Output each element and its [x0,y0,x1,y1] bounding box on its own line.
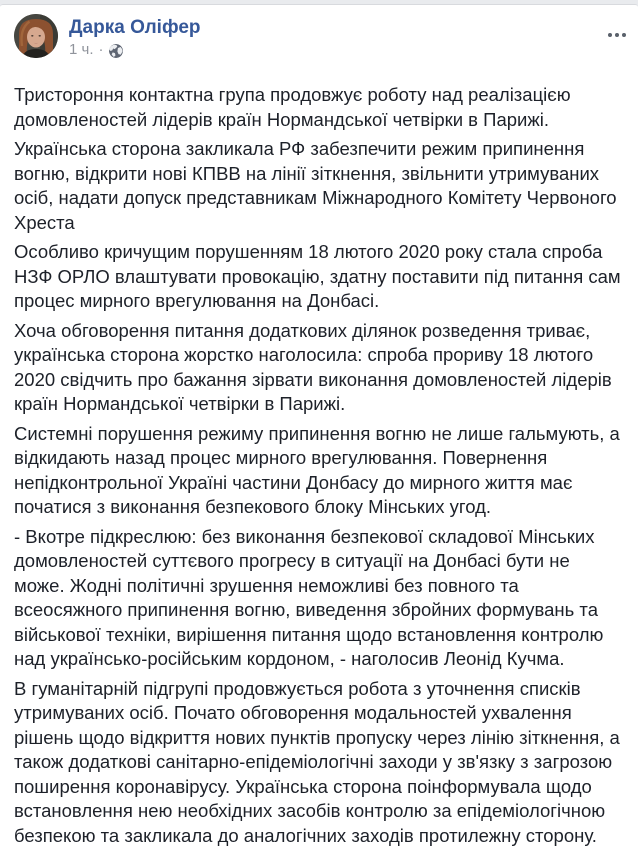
post-paragraph: Хоча обговорення питання додаткових ділянок розведення триває, українська сторона жорстко наголосила: спроба прориву 18 лютого 2020 свідчить про бажання зірвати виконання домовленостей лідерів країн Нормандської четвірки в Парижі. [14,319,612,414]
post-paragraph: Особливо кричущим порушенням 18 лютого 2020 року стала спроба НЗФ ОРЛО влаштувати провокацію, здатну поставити під питання сам процес мирного врегулювання на Донбасі. [14,241,621,311]
post-meta [69,41,201,59]
globe-public-icon [109,44,123,58]
ellipsis-icon [608,33,626,37]
post-header [0,5,638,59]
post-paragraph: - Вкотре підкреслюю: без виконання безпекової складової Мінських домовленостей суттєвого прогресу в ситуації на Донбасі бути не може. Жодні політичні зрушення неможливі без повного та всеосяжного припинення вогню, виведення збройних формувань та військової техніки, вирішення питання щодо встановлення контролю над українсько-російським кордоном, - наголосив Леонід Кучма. [14,525,604,669]
meta-separator: · [98,41,104,58]
timestamp-link[interactable]: 1 ч. [69,41,94,58]
post-card [0,4,638,859]
post-content [0,83,638,859]
avatar[interactable] [14,14,58,58]
post-paragraph: Українська сторона закликала РФ забезпечити режим припинення вогню, відкрити нові КПВВ на лінії зіткнення, звільнити утримуваних осіб, надати допуск представникам Міжнародного Комітету Червоного Хреста [14,138,617,233]
post-paragraph: Системні порушення режиму припинення вогню не лише гальмують, а відкидають назад процес мирного врегулювання. Повернення непідконтрольної Україні частини Донбасу до мирного життя має початися з виконання безпекового блоку Мінських угод. [14,422,620,517]
post-paragraph: В гуманітарній підгрупі продовжується робота з уточнення списків утримуваних осіб. Почато обговорення модальностей ухвалення рішень щодо відкриття нових пунктів пропуску через лінію зіткнення, а також додаткові санітарно-епідеміологічні заходи у зв'язку з загрозою поширення коронавірусу. Українська сторона поінформувала щодо встановлення нею необхідних засобів контролю за епідеміологічною безпекою та закликала до аналогічних заходів протилежну сторону. [14,677,620,846]
post-paragraph: Тристороння контактна група продовжує роботу над реалізацією домовленостей лідерів країн Нормандської четвірки в Парижі. [14,84,571,130]
more-options-button[interactable] [604,27,630,43]
header-info [69,14,201,59]
profile-photo-avatar-icon [14,14,58,58]
author-name-link[interactable]: Дарка Оліфер [69,17,201,38]
